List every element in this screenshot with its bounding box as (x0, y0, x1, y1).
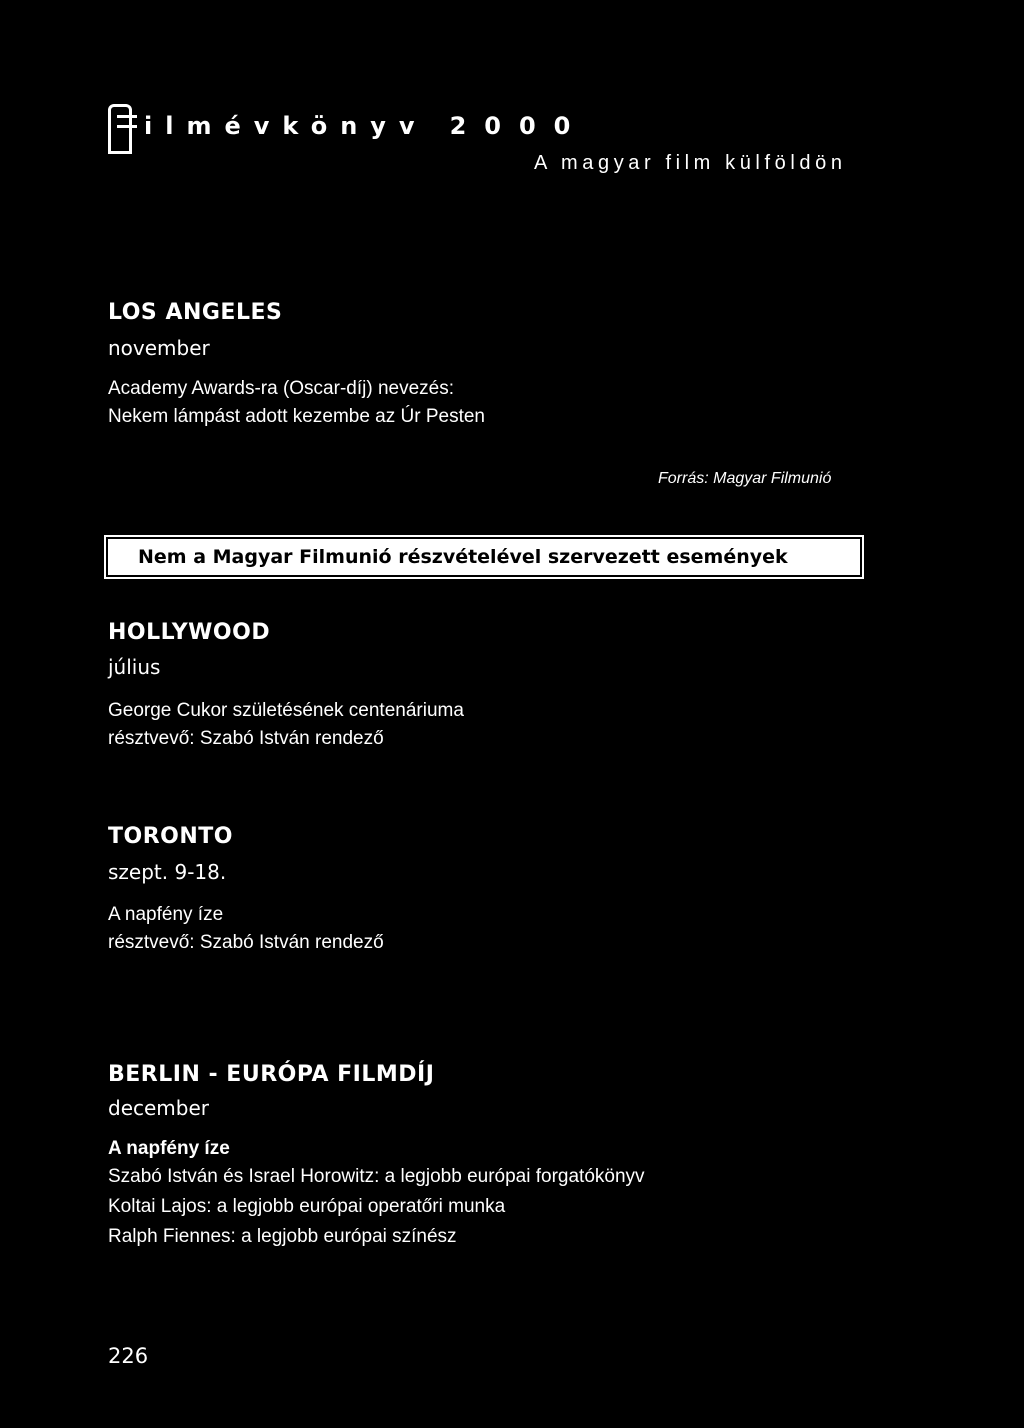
section-line: Academy Awards-ra (Oscar-díj) nevezés: (108, 378, 454, 399)
award-line: Ralph Fiennes: a legjobb európai színész (108, 1226, 457, 1247)
masthead-title: ilmévkönyv (144, 112, 428, 140)
section-heading-los-angeles: LOS ANGELES (108, 300, 283, 325)
section-date-hollywood: július (108, 655, 161, 679)
section-line: résztvevő: Szabó István rendező (108, 932, 384, 953)
masthead-year: 2000 (449, 112, 589, 140)
award-line: Szabó István és Israel Horowitz: a legjobb európai forgatókönyv (108, 1166, 645, 1187)
page-number: 226 (108, 1344, 149, 1368)
section-line: A napfény íze (108, 904, 224, 925)
section-heading-hollywood: HOLLYWOOD (108, 620, 271, 645)
filmevkonyv-logo-icon (108, 104, 132, 154)
section-line: résztvevő: Szabó István rendező (108, 728, 384, 749)
award-line: Koltai Lajos: a legjobb európai operatőri munka (108, 1196, 506, 1217)
award-film-title: A napfény íze (108, 1138, 230, 1159)
section-line: George Cukor születésének centenáriuma (108, 700, 464, 721)
section-heading-toronto: TORONTO (108, 824, 233, 849)
section-line: Nekem lámpást adott kezembe az Úr Pesten (108, 406, 486, 427)
section-date-los-angeles: november (108, 336, 210, 360)
page-subtitle: A magyar film külföldön (534, 152, 847, 174)
banner-text: Nem a Magyar Filmunió részvételével szervezett események (138, 546, 788, 568)
section-date-toronto: szept. 9-18. (108, 860, 227, 884)
section-date-berlin: december (108, 1096, 210, 1120)
masthead (144, 112, 588, 140)
section-heading-berlin: BERLIN - EURÓPA FILMDÍJ (108, 1062, 435, 1087)
source-note: Forrás: Magyar Filmunió (658, 470, 832, 487)
section-banner (106, 537, 862, 577)
